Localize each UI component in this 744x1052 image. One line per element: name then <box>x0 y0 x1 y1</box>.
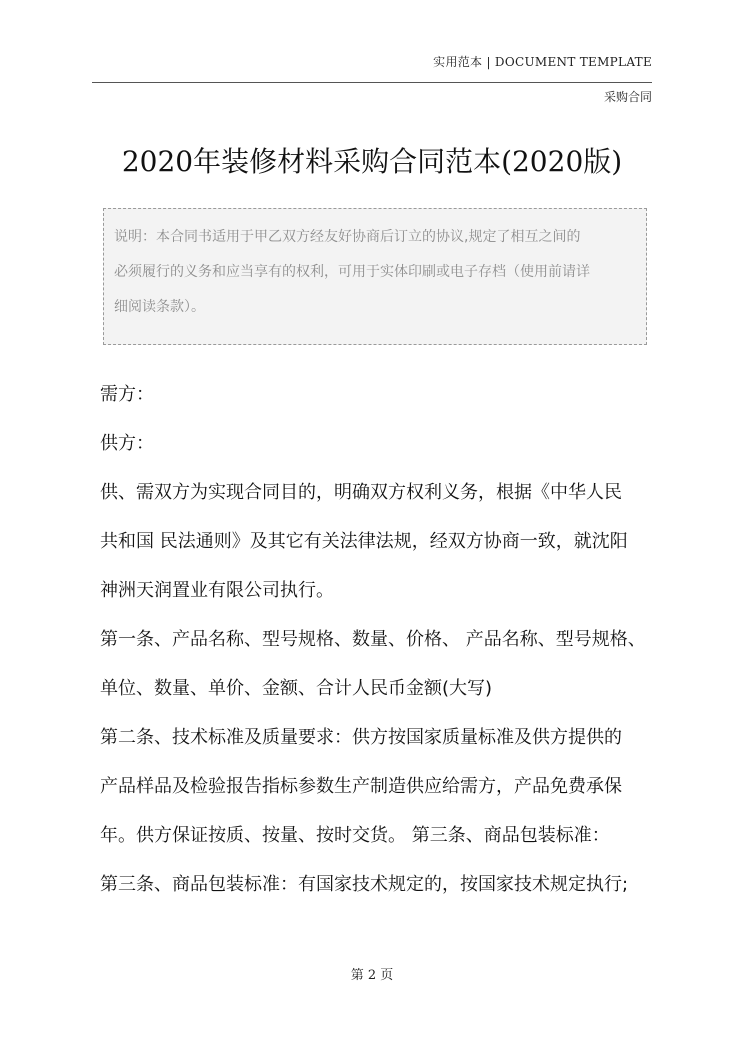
body-line: 供、需双方为实现合同目的，明确双方权利义务，根据《中华人民 <box>100 482 622 503</box>
header-divider <box>92 82 652 83</box>
page-number: 第 2 页 <box>350 968 394 983</box>
contract-body <box>100 370 670 909</box>
buyer-line: 需方： <box>100 384 154 405</box>
clause-line: 第二条、技术标准及质量要求：供方按国家质量标准及供方提供的 <box>100 727 622 748</box>
header-subtitle: 采购合同 <box>603 90 652 104</box>
clause-line: 单位、数量、单价、金额、合计人民币金额(大写) <box>100 678 493 699</box>
clause-line: 第一条、产品名称、型号规格、数量、价格、 产品名称、型号规格、 <box>100 629 646 650</box>
note-line: 说明：本合同书适用于甲乙双方经友好协商后订立的协议,规定了相互之间的 <box>114 229 581 245</box>
document-title: 2020年装修材料采购合同范本(2020版) <box>121 145 623 178</box>
clause-line: 年。供方保证按质、按量、按时交货。 第三条、商品包装标准： <box>100 825 610 846</box>
body-line: 神洲天润置业有限公司执行。 <box>100 580 334 601</box>
supplier-line: 供方： <box>100 433 154 454</box>
note-line: 必须履行的义务和应当享有的权利，可用于实体印刷或电子存档（使用前请详 <box>114 264 590 280</box>
body-line: 共和国 民法通则》及其它有关法律法规，经双方协商一致，就沈阳 <box>100 531 628 552</box>
note-line: 细阅读条款）。 <box>114 299 205 315</box>
clause-line: 第三条、商品包装标准：有国家技术规定的，按国家技术规定执行; <box>100 874 629 895</box>
header-label: 实用范本 | DOCUMENT TEMPLATE <box>433 55 652 69</box>
clause-line: 产品样品及检验报告指标参数生产制造供应给需方，产品免费承保 <box>100 776 622 797</box>
description-note-box <box>103 208 647 345</box>
